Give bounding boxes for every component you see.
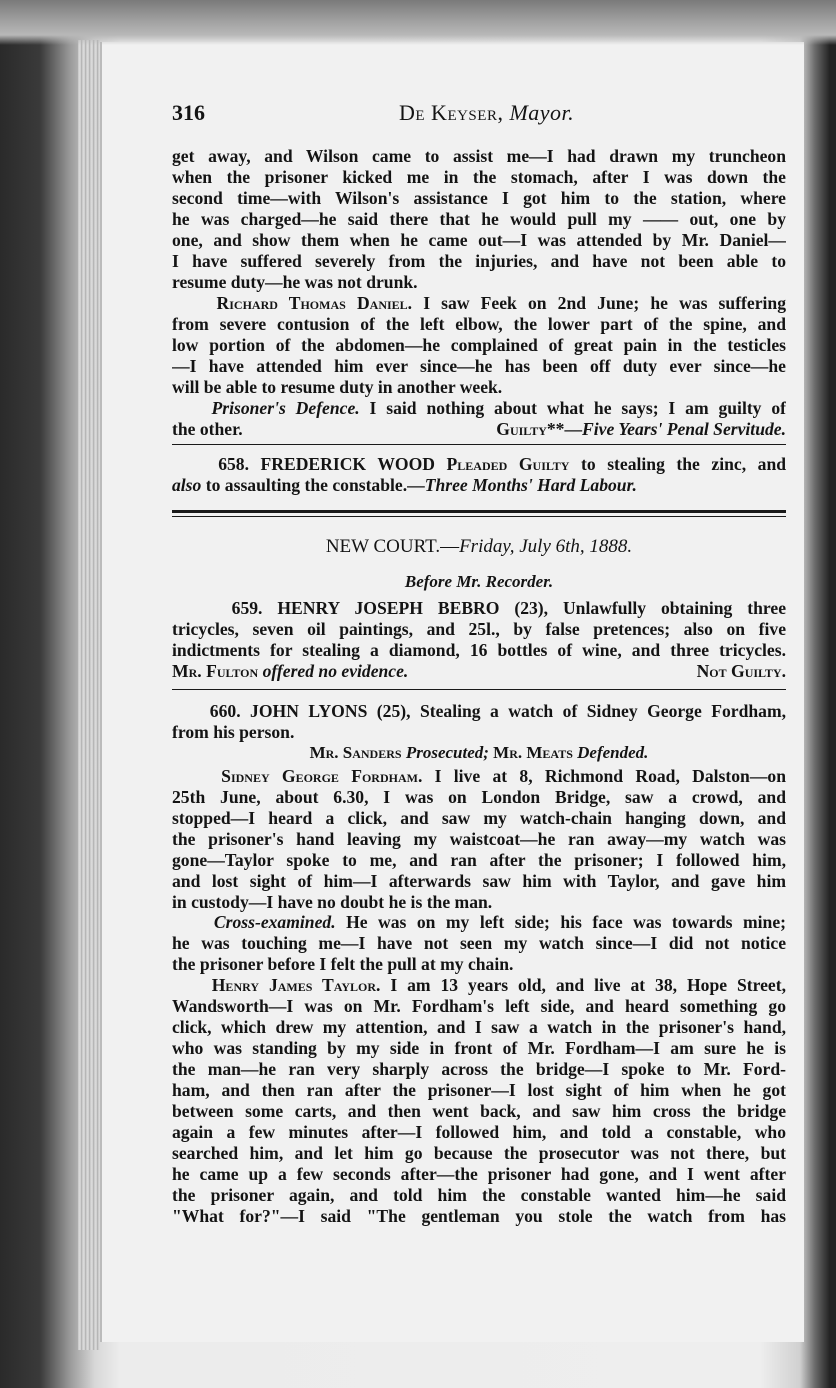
text-line [172,975,786,996]
prosecutor-name: Mr. Sanders [309,743,402,762]
text-line: when the prisoner kicked me in the stomach, after I was down the [172,167,786,187]
case-heading: 660. JOHN LYONS (25), Stealing a watch of Sidney George Fordham, [209,701,786,721]
text-line: second time—with Wilson's assistance I got him to the station, where [172,188,786,208]
witness-name: Richard Thomas Daniel. [216,293,413,313]
taylor-testimony [172,975,786,1227]
text-fragment: I am 13 years old, and live at 38, Hope Street, [380,975,786,995]
sentence: Three Months' Hard Labour. [424,475,637,495]
court-title: NEW COURT.— [325,536,460,557]
mayor-name: De Keyser, [399,100,504,125]
section-rule [172,689,786,690]
text-line: and lost sight of him—I afterwards saw him with Taylor, and gave him [172,871,786,891]
text-line: "What for?"—I said "The gentleman you stole the watch from has [172,1206,786,1226]
top-shadow [0,0,836,45]
text-line [172,293,786,314]
text-fragment: also [172,475,202,495]
text-line: searched him, and let him go because the prosecutor was not there, but [172,1143,786,1163]
text-line: Wandsworth—I was on Mr. Fordham's left side, and heard something go [172,996,786,1016]
text-line: the prisoner's hand leaving my waistcoat—he ran away—my watch was [172,829,786,849]
text-line: will be able to resume duty in another week. [172,377,503,397]
double-rule-thin [172,516,786,517]
text-line [172,912,786,933]
text-fragment: to stealing the zinc, and [569,454,786,474]
court-date: Friday, July 6th, 1888. [459,536,633,557]
text-fragment: the other. [172,419,243,439]
text-line: indictments for stealing a diamond, 16 bottles of wine, and three tricycles. [172,640,786,660]
section-rule [172,444,786,445]
case-659 [172,598,786,661]
text-line [172,475,786,496]
text-fragment: I saw Feek on 2nd June; he was suffering [412,293,786,313]
text-line: again a few minutes after—I followed him, and told a constable, who [172,1122,786,1142]
witness-name: Sidney George Fordham. [221,766,423,786]
case-heading: 659. HENRY JOSEPH BEBRO (23), Unlawfully obtaining three [231,598,786,618]
cross-examination [172,912,786,975]
case-659-outcome [172,661,786,683]
text-line: one, and show them when he came out—I was attended by Mr. Daniel— [172,230,786,250]
text-line: from his person. [172,722,295,742]
text-fragment: offered no evidence. [258,661,409,681]
text-line: get away, and Wilson came to assist me—I had drawn my truncheon [172,146,786,166]
text-line: stopped—I heard a click, and saw my watch-chain hanging down, and [172,808,786,828]
text-line: he was charged—he said there that he would pull my —— out, one by [172,209,786,229]
verdict [496,419,786,440]
running-title [399,100,574,126]
running-head [172,100,786,134]
case-658 [172,454,786,496]
book-page-edges [78,40,100,1350]
text-fragment: to assaulting the constable.— [201,475,425,495]
text-line: gone—Taylor spoke to me, and ran after the prisoner; I followed him, [172,850,786,870]
text-line: he was touching me—I have not seen my watch since—I did not notice [172,933,786,953]
verdict-word: Guilty**— [496,419,583,439]
testimony-continuation [172,146,786,293]
prisoner-defence [172,398,786,419]
witness-name: Henry James Taylor. [211,975,381,995]
text-line: click, which drew my attention, and I saw a watch in the prisoner's hand, [172,1017,786,1037]
fordham-testimony [172,766,786,913]
cross-label: Cross-examined. [213,912,336,932]
text-fragment: I live at 8, Richmond Road, Dalston—on [422,766,786,786]
sentence: Five Years' Penal Servitude. [582,419,786,439]
text-line: who was standing by my side in front of Mr. Fordham—I am sure he is [172,1038,786,1058]
text-line: in custody—I have no doubt he is the man. [172,892,493,912]
text-line: tricycles, seven oil paintings, and 25l., by false pretences; also on five [172,619,786,639]
defence-label: Prisoner's Defence. [211,398,360,418]
text-line: the prisoner before I felt the pull at my chain. [172,954,514,974]
text-line [172,598,786,619]
text-line [172,398,786,419]
plea: Pleaded Guilty [446,454,570,474]
text-fragment: He was on my left side; his face was towards mine; [335,912,786,932]
counsel-note [172,661,408,682]
text-line: the man—he ran very sharply across the bridge—I spoke to Mr. Ford- [172,1059,786,1079]
page-number: 316 [172,100,205,125]
text-line: between some carts, and then went back, and saw him cross the bridge [172,1101,786,1121]
before-judge: Before Mr. Recorder. [404,572,554,591]
defender-name: Mr. Meats [493,743,573,762]
case-660 [172,701,786,743]
verdict-line [172,419,786,441]
text-line [172,701,786,722]
verdict: Not Guilty. [696,661,786,681]
text-line: —I have attended him ever since—he has been off duty ever since—he [172,356,786,376]
counsel-name: Mr. Fulton [172,661,259,681]
case-heading: 658. FREDERICK WOOD [218,454,447,474]
text-fragment: I said nothing about what he says; I am guilty of [359,398,786,418]
text-line: from severe contusion of the left elbow, the lower part of the spine, and [172,314,786,334]
text-line: low portion of the abdomen—he complained of great pain in the testicles [172,335,786,355]
text-fragment: Prosecuted; [401,743,494,762]
text-line [172,454,786,475]
text-line: I have suffered severely from the injuries, and have not been able to [172,251,786,271]
text-line: 25th June, about 6.30, I was on London Bridge, saw a crowd, and [172,787,786,807]
text-line: the prisoner again, and told him the constable wanted him—he said [172,1185,786,1205]
text-line [172,766,786,787]
text-line: ham, and then ran after the prisoner—I lost sight of him when he got [172,1080,786,1100]
mayor-title: Mayor. [509,100,575,125]
text-line: he came up a few seconds after—the prisoner had gone, and I went after [172,1164,786,1184]
text-fragment: Defended. [572,743,649,762]
daniel-testimony [172,293,786,398]
court-heading [172,536,786,558]
double-rule-thick [172,510,786,513]
text-line: resume duty—he was not drunk. [172,272,418,292]
counsel-line [172,743,786,763]
